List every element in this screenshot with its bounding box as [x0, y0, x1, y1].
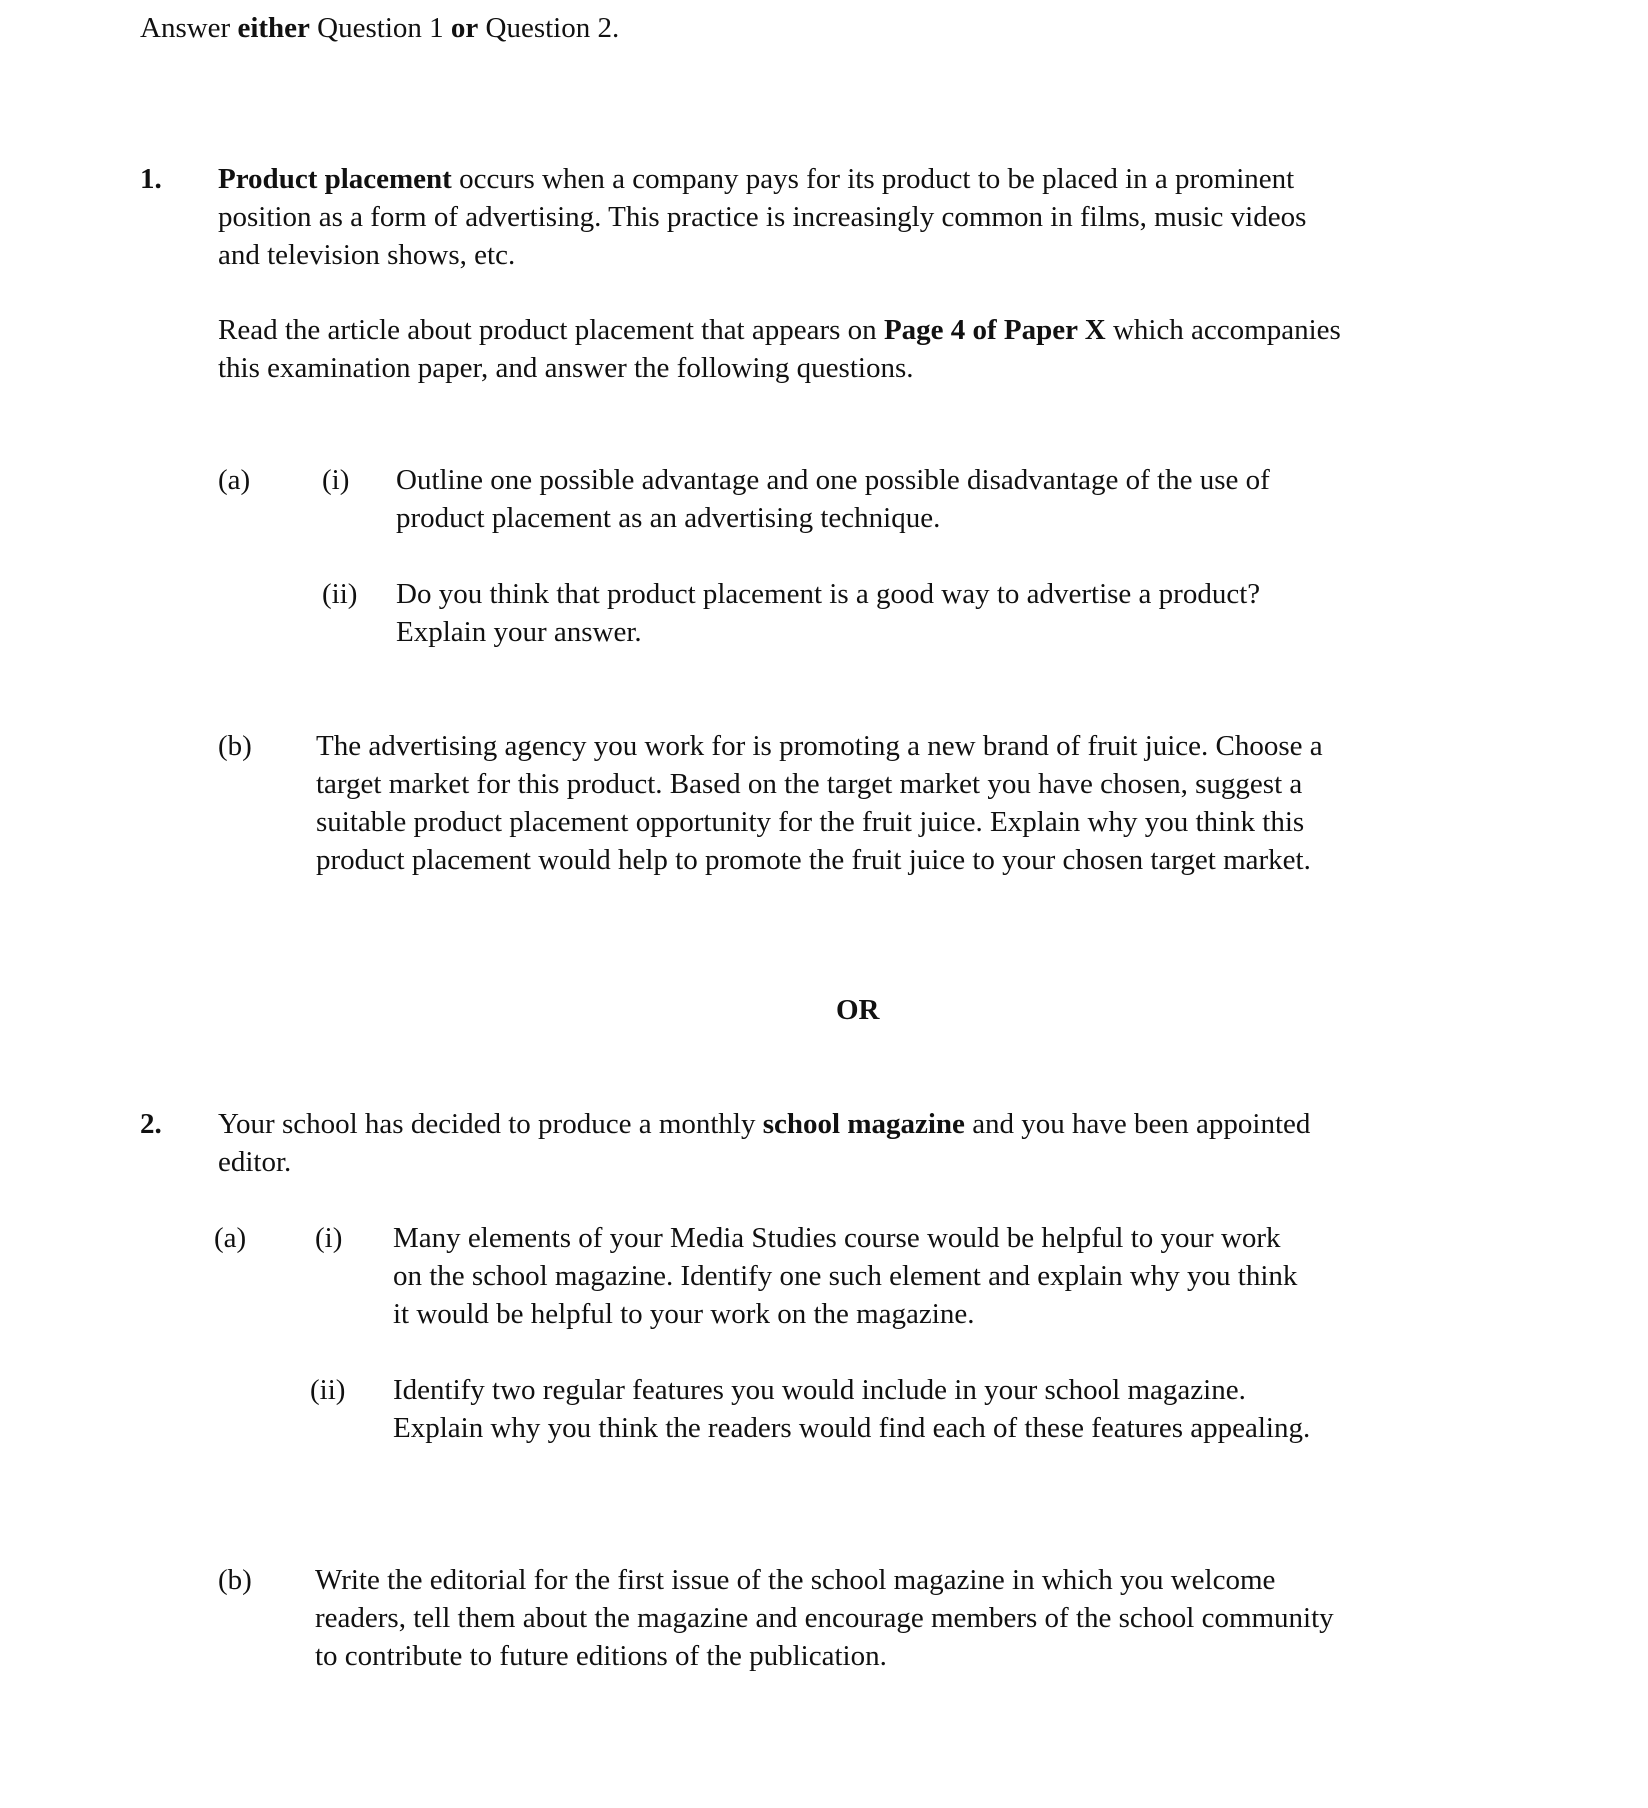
q2-intro-start: Your school has decided to produce a monthly	[218, 1108, 763, 1140]
q1-read-end: which accompanies	[1105, 314, 1341, 346]
q2-intro-line-1	[218, 1105, 1310, 1143]
q1-intro-line-1	[218, 160, 1294, 198]
q1-b-label: (b)	[218, 730, 252, 762]
q1-a-i-label: (i)	[322, 464, 350, 496]
q2-a-i-line-2: on the school magazine. Identify one such element and explain why you think	[393, 1260, 1298, 1292]
instruction	[140, 9, 619, 47]
q2-b-label: (b)	[218, 1564, 252, 1596]
q2-a-i-line-3: it would be helpful to your work on the magazine.	[393, 1298, 975, 1330]
question-2-number: 2.	[140, 1108, 162, 1140]
q2-intro-bold: school magazine	[762, 1108, 965, 1140]
q1-intro-line-2: position as a form of advertising. This practice is increasingly common in films, music videos	[218, 201, 1307, 233]
instruction-either: either	[237, 12, 310, 44]
instruction-middle: Question 1	[309, 12, 451, 44]
q1-intro-line-3: and television shows, etc.	[218, 239, 516, 271]
or-label: OR	[836, 994, 880, 1026]
q2-a-label: (a)	[214, 1222, 247, 1254]
q1-read-line-2: this examination paper, and answer the following questions.	[218, 352, 914, 384]
q2-b-line-2: readers, tell them about the magazine and encourage members of the school community	[315, 1602, 1334, 1634]
q2-b-line-3: to contribute to future editions of the publication.	[315, 1640, 887, 1672]
q2-a-ii-line-2: Explain why you think the readers would find each of these features appealing.	[393, 1412, 1311, 1444]
q1-b-line-2: target market for this product. Based on the target market you have chosen, suggest a	[316, 768, 1303, 800]
q2-a-ii-label: (ii)	[310, 1374, 346, 1406]
question-1-number: 1.	[140, 163, 162, 195]
q2-b-line-1: Write the editorial for the first issue of the school magazine in which you welcome	[315, 1564, 1276, 1596]
q2-intro-end: and you have been appointed	[964, 1108, 1311, 1140]
q1-a-label: (a)	[218, 464, 251, 496]
q1-intro-bold: Product placement	[218, 163, 452, 195]
q2-a-ii-line-1: Identify two regular features you would include in your school magazine.	[393, 1374, 1246, 1406]
instruction-prefix: Answer	[140, 12, 238, 44]
q1-a-ii-line-1: Do you think that product placement is a good way to advertise a product?	[396, 578, 1261, 610]
q1-read-line-1	[218, 311, 1341, 349]
q1-a-ii-line-2: Explain your answer.	[396, 616, 642, 648]
q1-b-line-4: product placement would help to promote the fruit juice to your chosen target market.	[316, 844, 1311, 876]
instruction-or: or	[450, 12, 479, 44]
q1-b-line-1: The advertising agency you work for is promoting a new brand of fruit juice. Choose a	[316, 730, 1323, 762]
q1-a-i-line-1: Outline one possible advantage and one possible disadvantage of the use of	[396, 464, 1270, 496]
q2-a-i-label: (i)	[315, 1222, 343, 1254]
q2-intro-line-2: editor.	[218, 1146, 292, 1178]
q1-b-line-3: suitable product placement opportunity for the fruit juice. Explain why you think this	[316, 806, 1305, 838]
q1-a-i-line-2: product placement as an advertising technique.	[396, 502, 941, 534]
q1-read-bold: Page 4 of Paper X	[883, 314, 1106, 346]
q1-a-ii-label: (ii)	[322, 578, 358, 610]
q1-intro-line-1-rest: occurs when a company pays for its product to be placed in a prominent	[451, 163, 1295, 195]
q1-read-start: Read the article about product placement that appears on	[218, 314, 884, 346]
q2-a-i-line-1: Many elements of your Media Studies course would be helpful to your work	[393, 1222, 1281, 1254]
instruction-suffix: Question 2.	[478, 12, 620, 44]
